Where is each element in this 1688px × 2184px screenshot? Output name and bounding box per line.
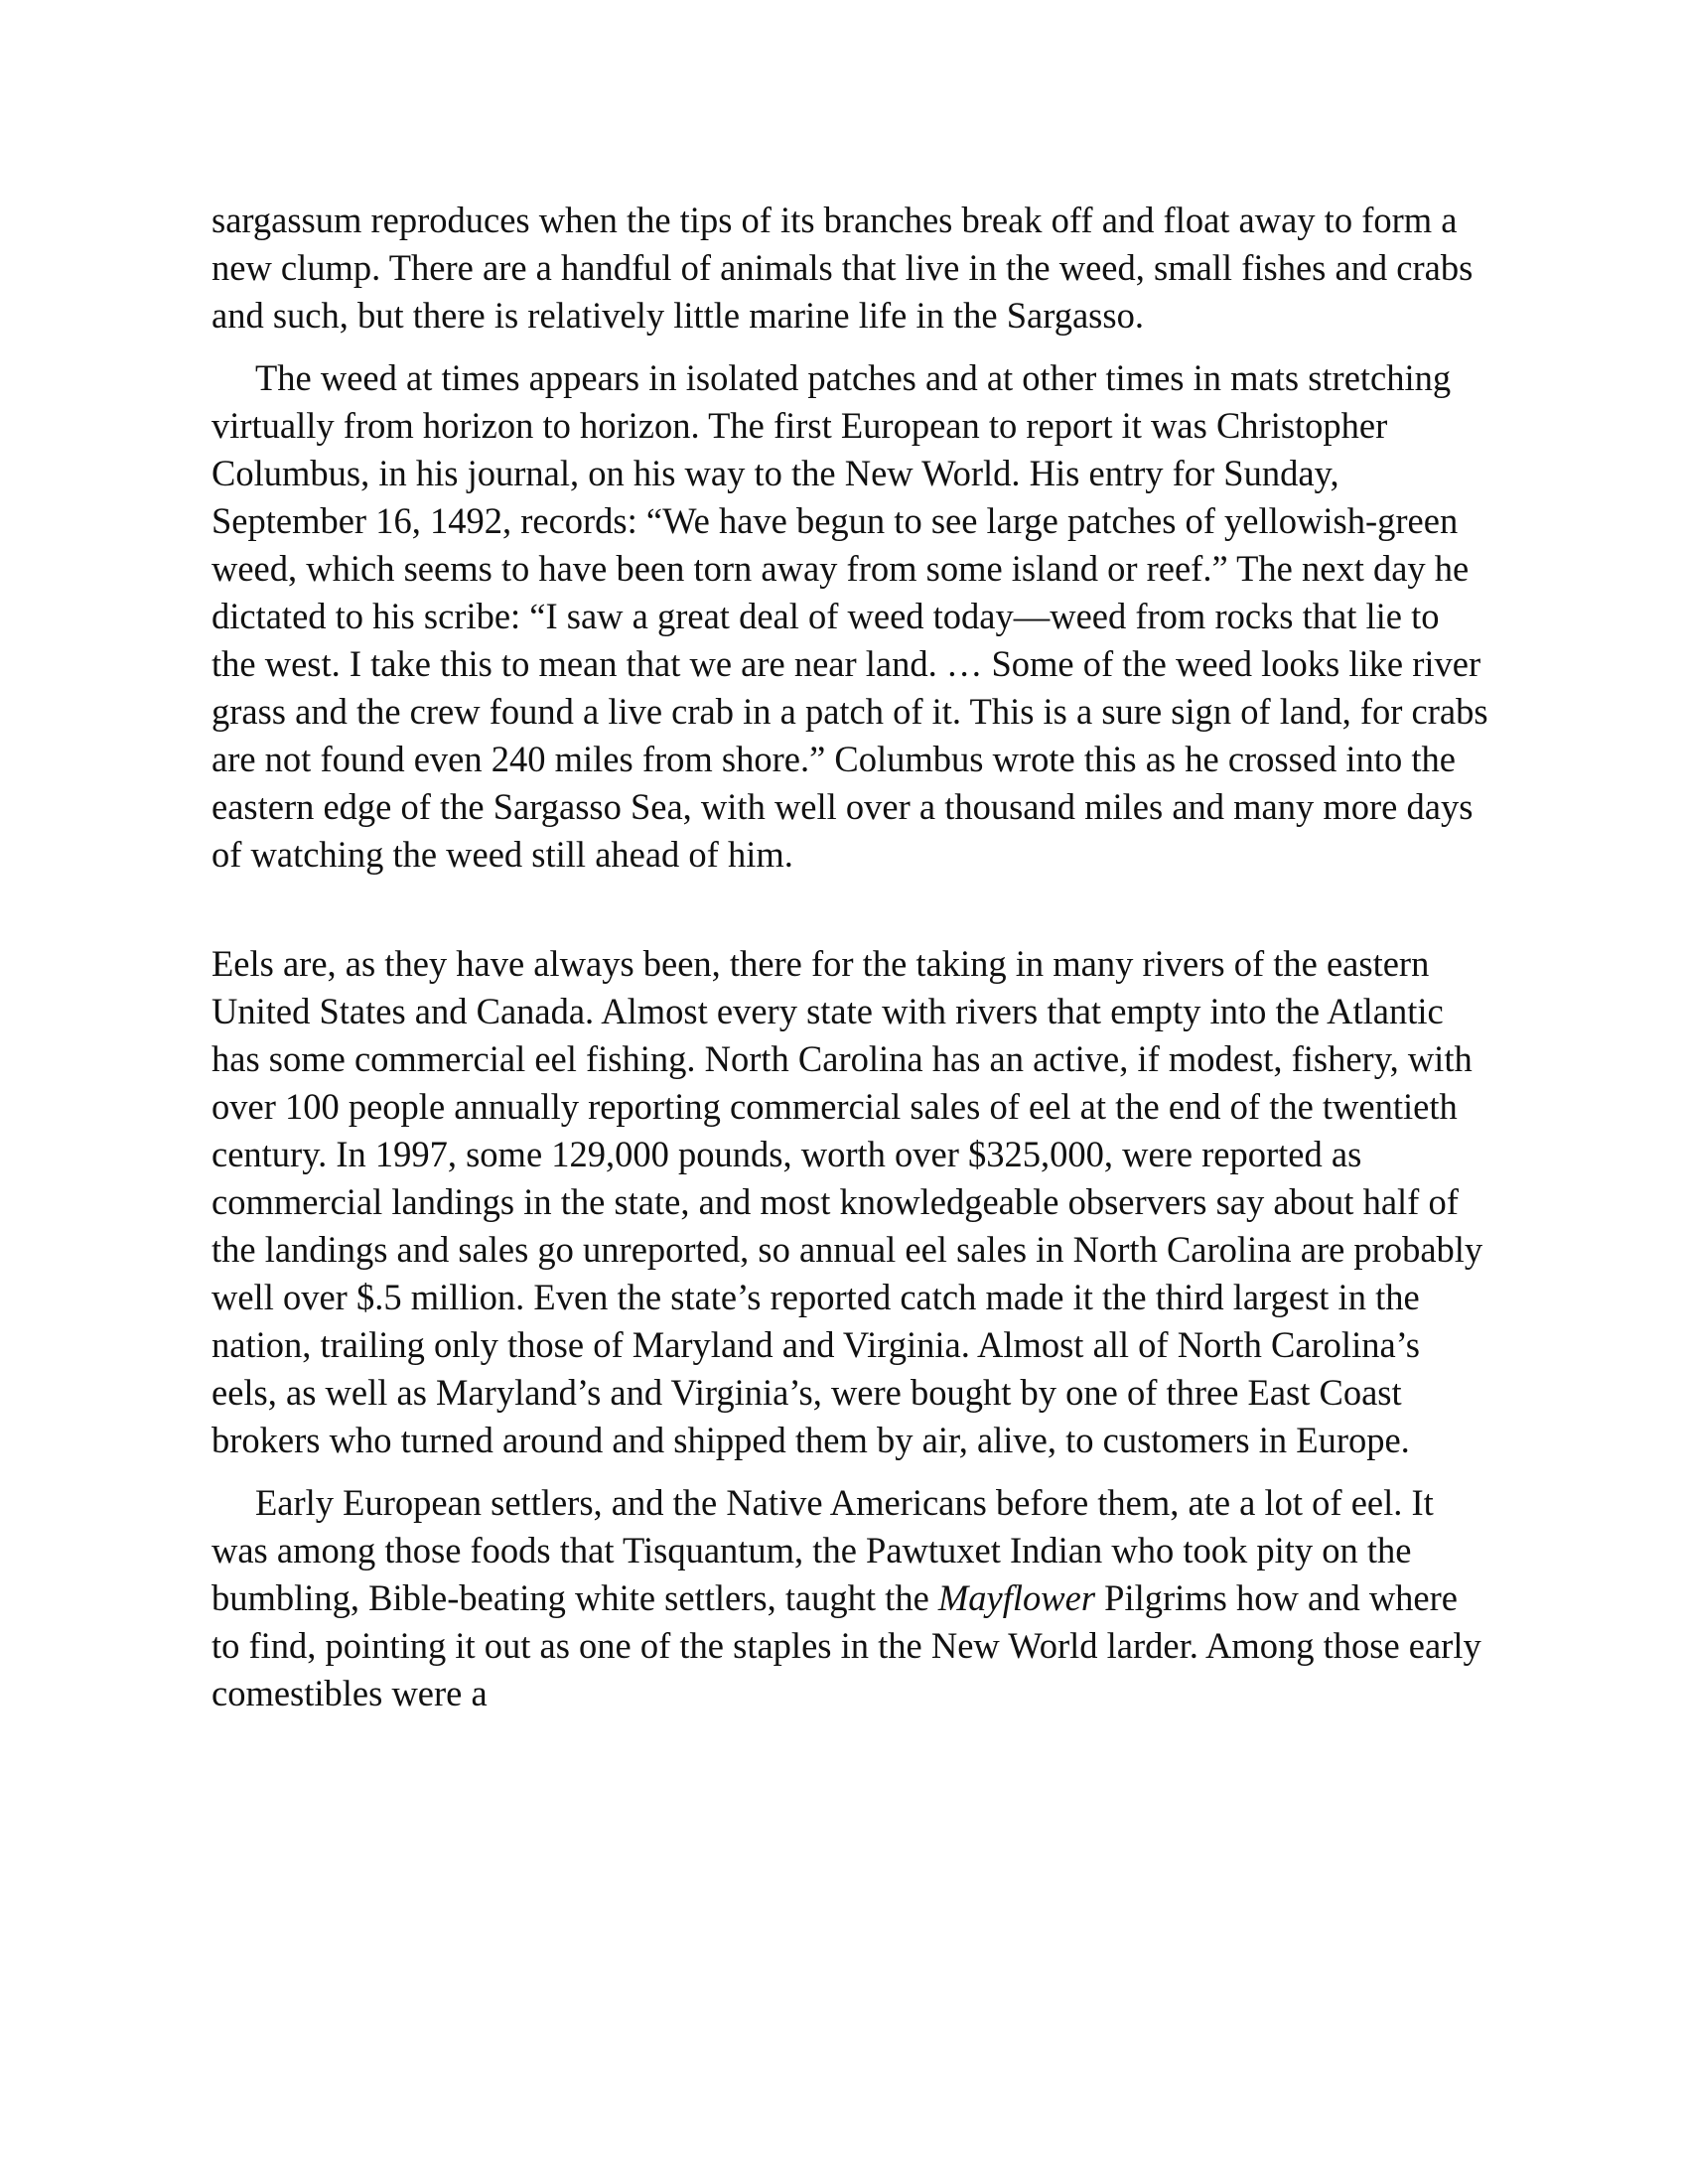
paragraph-columbus-journal: The weed at times appears in isolated patches and at other times in mats stretching virtually from horizon to horizon. The first European to report it was Christopher Columbus, in his journal, on his way to the New World. His entry for Sunday, September 16, 1492, records: “We have begun to see large patches of yellowish-green weed, which seems to have been torn away from some island or reef.” The next day he dictated to his scribe: “I saw a great deal of weed today—weed from rocks that lie to the west. I take this to mean that we are near land. … Some of the weed looks like river grass and the crew found a live crab in a patch of it. This is a sure sign of land, for crabs are not found even 240 miles from shore.” Columbus wrote this as he crossed into the eastern edge of the Sargasso Sea, with well over a thousand miles and many more days of watching the weed still ahead of him. [211, 357, 1488, 875]
mayflower-italic: Mayflower [937, 1577, 1096, 1618]
paragraph-early-settlers-start: Early European settlers, and the Native Americans before them, ate a lot of eel. It was among those foods that Tisquantum, the Pawtuxet Indian who took pity on the bumbling, Bible-beating white settlers, taught the [211, 1482, 1434, 1618]
body-text [211, 197, 1492, 1717]
paragraph-early-settlers-end: Pilgrims how and where to find, pointing it out as one of the staples in the New World larder. Among those early comestibles were a [211, 1577, 1481, 1713]
paragraph-sargassum-reproduction: sargassum reproduces when the tips of its branches break off and float away to form a new clump. There are a handful of animals that live in the weed, small fishes and crabs and such, but there is relatively little marine life in the Sargasso. [211, 200, 1474, 336]
paragraph-early-settlers [211, 1479, 1492, 1717]
paragraph-eel-fishery: Eels are, as they have always been, there for the taking in many rivers of the eastern United States and Canada. Almost every state with rivers that empty into the Atlantic has some commercial eel fishing. North Carolina has an active, if modest, fishery, with over 100 people annually reporting commercial sales of eel at the end of the twentieth century. In 1997, some 129,000 pounds, worth over $325,000, were reported as commercial landings in the state, and most knowledgeable observers say about half of the landings and sales go unreported, so annual eel sales in North Carolina are probably well over $.5 million. Even the state’s reported catch made it the third largest in the nation, trailing only those of Maryland and Virginia. Almost all of North Carolina’s eels, as well as Maryland’s and Virginia’s, were bought by one of three East Coast brokers who turned around and shipped them by air, alive, to customers in Europe. [211, 943, 1483, 1460]
